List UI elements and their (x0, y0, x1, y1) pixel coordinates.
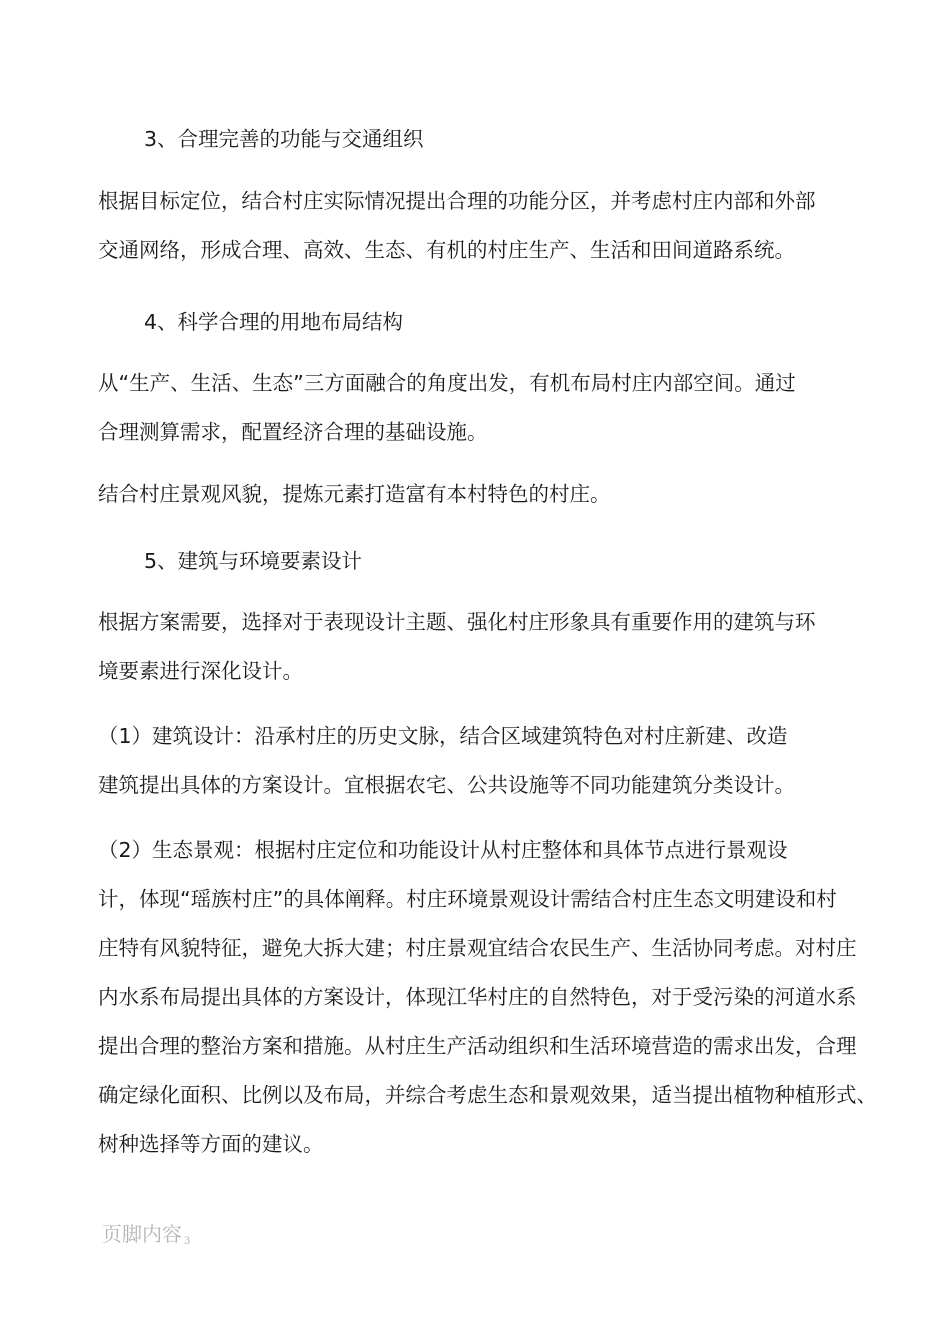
section-heading-5: 5、建筑与环境要素设计 (144, 549, 363, 573)
text-line: （2）生态景观：根据村庄定位和功能设计从村庄整体和具体节点进行景观设 (98, 838, 788, 862)
text-line: （1）建筑设计：沿承村庄的历史文脉，结合区域建筑特色对村庄新建、改造 (98, 724, 788, 748)
paragraph-land-layout (54, 359, 899, 457)
text-line: 根据目标定位，结合村庄实际情况提出合理的功能分区，并考虑村庄内部和外部 (98, 189, 816, 213)
text-line: 计，体现“瑶族村庄”的具体阐释。村庄环境景观设计需结合村庄生态文明建设和村 (98, 887, 837, 911)
text-line: 建筑提出具体的方案设计。宜根据农宅、公共设施等不同功能建筑分类设计。 (98, 773, 795, 797)
paragraph-ecological-landscape (54, 826, 899, 1169)
paragraph-architecture-environment (54, 598, 899, 696)
paragraph-landscape-style (54, 470, 899, 519)
text-line: 境要素进行深化设计。 (98, 659, 303, 683)
text-line: 根据方案需要，选择对于表现设计主题、强化村庄形象具有重要作用的建筑与环 (98, 610, 816, 634)
text-line: 提出合理的整治方案和措施。从村庄生产活动组织和生活环境营造的需求出发，合理 (98, 1034, 857, 1058)
text-line: 结合村庄景观风貌，提炼元素打造富有本村特色的村庄。 (98, 482, 611, 506)
paragraph-building-design (54, 712, 899, 810)
section-heading-4: 4、科学合理的用地布局结构 (144, 310, 404, 334)
section-heading-3: 3、合理完善的功能与交通组织 (144, 127, 424, 151)
paragraph-function-traffic (54, 177, 899, 275)
text-line: 内水系布局提出具体的方案设计，体现江华村庄的自然特色，对于受污染的河道水系 (98, 985, 857, 1009)
text-line: 树种选择等方面的建议。 (98, 1132, 324, 1156)
text-line: 从“生产、生活、生态”三方面融合的角度出发，有机布局村庄内部空间。通过 (98, 371, 796, 395)
page-number: 3 (184, 1236, 191, 1247)
text-line: 合理测算需求，配置经济合理的基础设施。 (98, 420, 488, 444)
text-line: 确定绿化面积、比例以及布局，并综合考虑生态和景观效果，适当提出植物种植形式、 (98, 1083, 877, 1107)
text-line: 交通网络，形成合理、高效、生态、有机的村庄生产、生活和田间道路系统。 (98, 238, 795, 262)
text-line: 庄特有风貌特征，避免大拆大建；村庄景观宜结合农民生产、生活协同考虑。对村庄 (98, 936, 857, 960)
footer-text: 页脚内容 (102, 1222, 182, 1246)
page-footer (102, 1218, 190, 1247)
